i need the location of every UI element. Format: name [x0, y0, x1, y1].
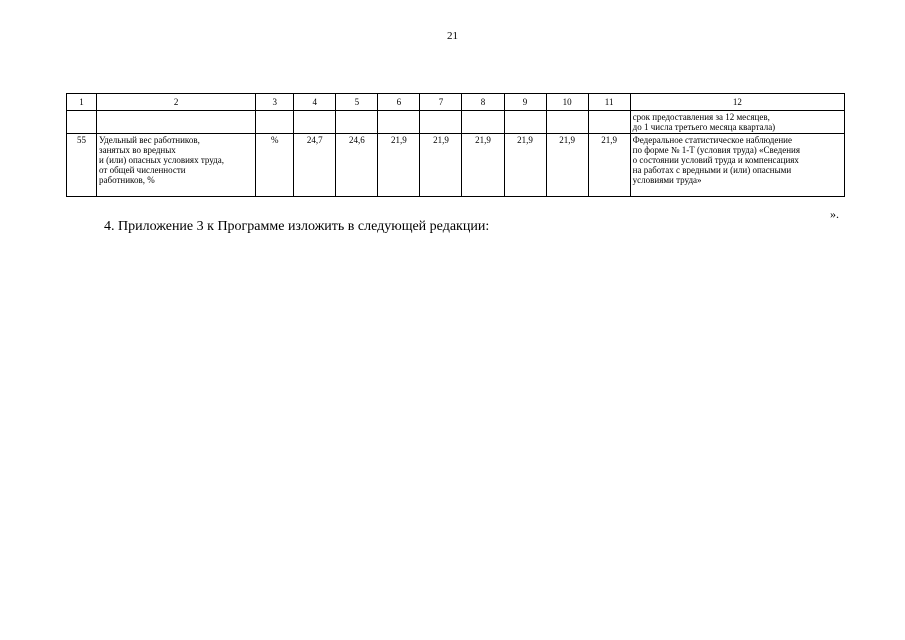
closing-quote: ». — [830, 207, 839, 221]
cell-text-line: занятых во вредных — [99, 145, 176, 155]
header-cell: 5 — [336, 94, 378, 111]
header-cell: 8 — [462, 94, 504, 111]
value-cell: 21,9 — [462, 134, 504, 197]
header-cell: 2 — [97, 94, 256, 111]
unit-cell: % — [256, 134, 294, 197]
header-cell: 9 — [504, 94, 546, 111]
cell-text-line: по форме № 1-Т (условия труда) «Сведения — [632, 145, 800, 155]
cell-text-line: условиями труда» — [632, 175, 702, 185]
source-continuation-cell — [630, 111, 844, 134]
empty-cell — [378, 111, 420, 134]
table-row-55 — [67, 134, 845, 197]
empty-cell — [462, 111, 504, 134]
empty-cell — [336, 111, 378, 134]
value-cell: 21,9 — [546, 134, 588, 197]
value-cell: 21,9 — [504, 134, 546, 197]
empty-cell — [588, 111, 630, 134]
table-header-row — [67, 94, 845, 111]
cell-text-line: от общей численности — [99, 165, 186, 175]
cell-text-line: работников, % — [99, 175, 155, 185]
amendment-paragraph: 4. Приложение 3 к Программе изложить в следующей редакции: — [104, 219, 490, 234]
header-cell: 3 — [256, 94, 294, 111]
cell-text-line: Удельный вес работников, — [99, 135, 200, 145]
empty-cell — [97, 111, 256, 134]
row-number-cell: 55 — [67, 134, 97, 197]
empty-cell — [67, 111, 97, 134]
header-cell: 1 — [67, 94, 97, 111]
table-row-continuation — [67, 111, 845, 134]
header-cell: 4 — [294, 94, 336, 111]
header-cell: 10 — [546, 94, 588, 111]
value-cell: 21,9 — [378, 134, 420, 197]
header-cell: 11 — [588, 94, 630, 111]
page-number: 21 — [447, 30, 458, 42]
cell-text-line: Федеральное статистическое наблюдение — [632, 135, 792, 145]
header-cell: 6 — [378, 94, 420, 111]
empty-cell — [420, 111, 462, 134]
empty-cell — [256, 111, 294, 134]
empty-cell — [546, 111, 588, 134]
value-cell: 21,9 — [588, 134, 630, 197]
cell-text-line: до 1 числа третьего месяца квартала) — [632, 122, 776, 132]
header-cell: 7 — [420, 94, 462, 111]
cell-text-line: о состоянии условий труда и компенсациях — [632, 155, 799, 165]
empty-cell — [294, 111, 336, 134]
empty-cell — [504, 111, 546, 134]
value-cell: 24,7 — [294, 134, 336, 197]
cell-text-line: срок предоставления за 12 месяцев, — [632, 112, 770, 122]
value-cell: 24,6 — [336, 134, 378, 197]
header-cell: 12 — [630, 94, 844, 111]
indicator-name-cell — [97, 134, 256, 197]
source-cell — [630, 134, 844, 197]
cell-text-line: на работах с вредными и (или) опасными — [632, 165, 792, 175]
indicators-table — [66, 93, 845, 197]
cell-text-line: и (или) опасных условиях труда, — [99, 155, 225, 165]
value-cell: 21,9 — [420, 134, 462, 197]
